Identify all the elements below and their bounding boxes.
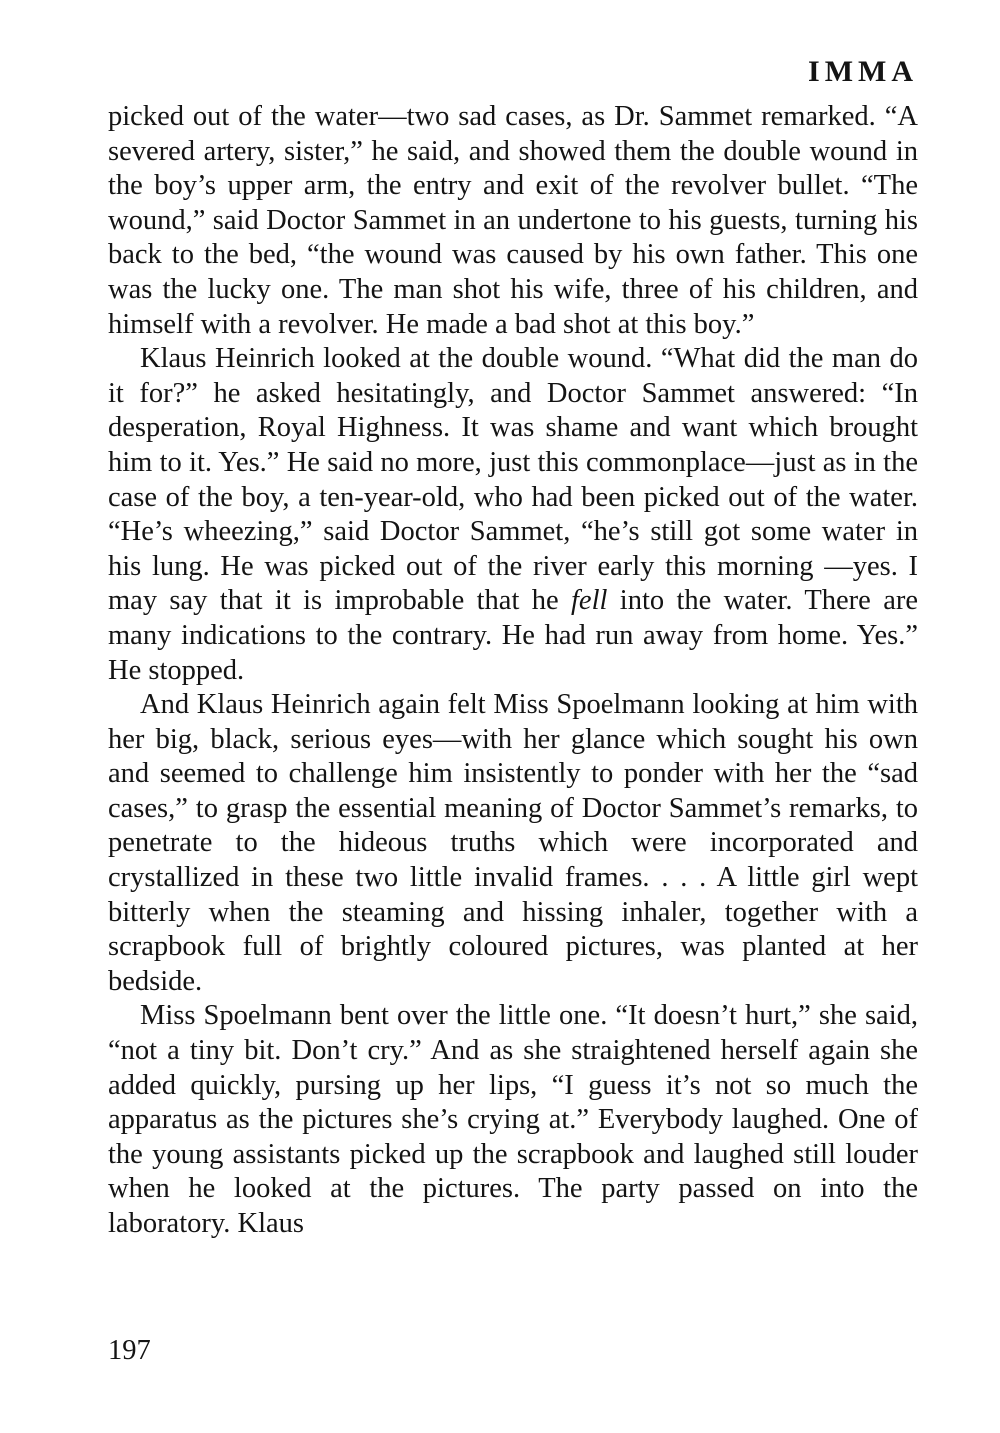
paragraph-4: Miss Spoelmann bent over the little one. “It doesn’t hurt,” she said, “not a tiny bit. Don’t cry.” And as she straightened herself again she added quickly, pursing up her lips, “I guess it’s not so much the apparatus as the pictures she’s crying at.” Everybody laughed. One of the young assistants picked up the scrapbook and laughed still louder when he looked at the pictures. The party passed on into the laboratory. Klaus — [108, 1000, 918, 1239]
paragraph-2 — [108, 342, 918, 688]
emphasis-word: fell — [571, 585, 608, 617]
body-text — [108, 100, 918, 1242]
paragraph-2-start: Klaus Heinrich looked at the double wound. “What did the man do it for?” he asked hesitatingly, and Doctor Sammet answered: “In desperation, Royal Highness. It was shame and want which brought him to it. Yes.” He said no more, just this commonplace—just as in the case of the boy, a ten-year-old, who had been picked out of the water. “He’s wheezing,” said Doctor Sammet, “he’s still got some water in his lung. He was picked out of the river early this morning —yes. I may say that it is improbable that he — [108, 343, 918, 617]
paragraph-1: picked out of the water—two sad cases, as Dr. Sammet remarked. “A severed artery, sister,” he said, and showed them the double wound in the boy’s upper arm, the entry and exit of the revolver bullet. “The wound,” said Doctor Sammet in an undertone to his guests, turning his back to the bed, “the wound was caused by his own father. This one was the lucky one. The man shot his wife, three of his children, and himself with a revolver. He made a bad shot at this boy.” — [108, 101, 918, 340]
paragraph-3: And Klaus Heinrich again felt Miss Spoelmann looking at him with her big, black, serious eyes—with her glance which sought his own and seemed to challenge him insistently to ponder with her the “sad cases,” to grasp the essential meaning of Doctor Sammet’s remarks, to penetrate to the hideous truths which were incorporated and crystallized in these two little invalid frames. . . . A little girl wept bitterly when the steaming and hissing inhaler, together with a scrapbook full of brightly coloured pictures, was planted at her bedside. — [108, 689, 918, 997]
page-number: 197 — [108, 1335, 151, 1366]
running-title: IMMA — [808, 55, 918, 88]
paragraph-2-end: into the water. There are many indications to the contrary. He had run away from home. Yes.” He stopped. — [108, 585, 918, 686]
